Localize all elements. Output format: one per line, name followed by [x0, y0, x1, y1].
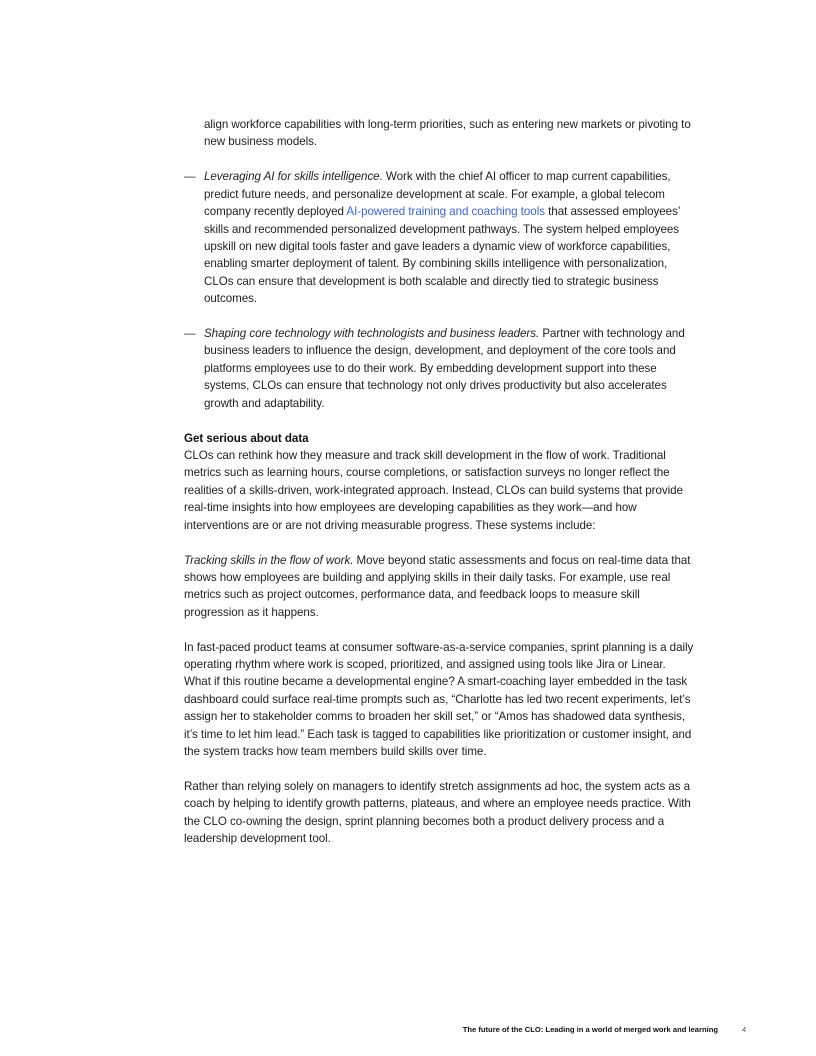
- bullet-dash: —: [184, 170, 196, 184]
- bullet-body-after-link: that assessed employees’ skills and recommended personalized development pathways. The system helped employees upskill on new digital tools faster and gave leaders a dynamic view of workforce capabilities, enabling smarter deployment of talent. By combining skills intelligence with personalization, CLOs can ensure that development is both scalable and directly tied to strategic business outcomes.: [204, 205, 680, 306]
- section-intro-paragraph: CLOs can rethink how they measure and track skill development in the flow of work. Traditional metrics such as learning hours, course completions, or satisfaction surveys no longer reflect the realities of a skills-driven, work-integrated approach. Instead, CLOs can build systems that provide real-time insights into how employees are developing capabilities as they work—and how interventions are or are not driving measurable progress. These systems include:: [184, 449, 683, 532]
- page-footer: [0, 1024, 816, 1038]
- saas-paragraph: In fast-paced product teams at consumer software-as-a-service companies, sprint planning is a daily operating rhythm where work is scoped, prioritized, and assigned using tools like Jira or Linear. What if this routine became a developmental engine? A smart-coaching layer embedded in the task dashboard could surface real-time prompts such as, “Charlotte has led two recent experiments, let’s assign her to stakeholder comms to broaden her skill set,” or “Amos has shadowed data synthesis, it’s time to let him lead.” Each task is tagged to capabilities like prioritization or customer insight, and the system tracks how team members build skills over time.: [184, 640, 694, 759]
- bullet-body: Partner with technology and business leaders to influence the design, development, and deployment of the core tools and platforms employees use to do their work. By embedding development support into these systems, CLOs can ensure that technology not only drives productivity but also accelerates growth and adaptability.: [204, 327, 685, 410]
- page-body: [184, 116, 694, 865]
- page-number: 4: [742, 1025, 747, 1034]
- intro-continuation-text: align workforce capabilities with long-term priorities, such as entering new markets or pivoting to new business models.: [204, 118, 691, 149]
- ai-training-tools-link[interactable]: AI-powered training and coaching tools: [346, 205, 545, 219]
- bullet-lead: Leveraging AI for skills intelligence.: [204, 170, 383, 184]
- bullet-text: [204, 325, 694, 412]
- bullet-continuation: [204, 116, 694, 151]
- coach-paragraph: Rather than relying solely on managers to identify stretch assignments ad hoc, the system acts as a coach by helping to identify growth patterns, plateaus, and where an employee needs practice. With the CLO co-owning the design, sprint planning becomes both a product delivery process and a leadership development tool.: [184, 780, 691, 846]
- tracking-paragraph: [184, 552, 694, 622]
- bullet-dash: —: [184, 327, 196, 341]
- footer-title: The future of the CLO: Leading in a world of merged work and learning: [462, 1025, 718, 1034]
- tracking-body: Move beyond static assessments and focus on real-time data that shows how employees are building and applying skills in their daily tasks. For example, use real metrics such as project outcomes, performance data, and feedback loops to measure skill progression as it happens.: [184, 553, 691, 619]
- bullet-body-before-link: Work with the chief AI officer to map current capabilities, predict future needs, and personalize development at scale. For example, a global telecom company recently deployed: [204, 170, 671, 219]
- section-heading: Get serious about data: [184, 431, 309, 445]
- tracking-lead: Tracking skills in the flow of work.: [184, 553, 354, 567]
- bullet-lead: Shaping core technology with technologists and business leaders.: [204, 327, 540, 341]
- bullet-item-ai-skills: [184, 168, 694, 307]
- bullet-item-core-technology: [184, 325, 694, 412]
- bullet-text: [204, 168, 694, 307]
